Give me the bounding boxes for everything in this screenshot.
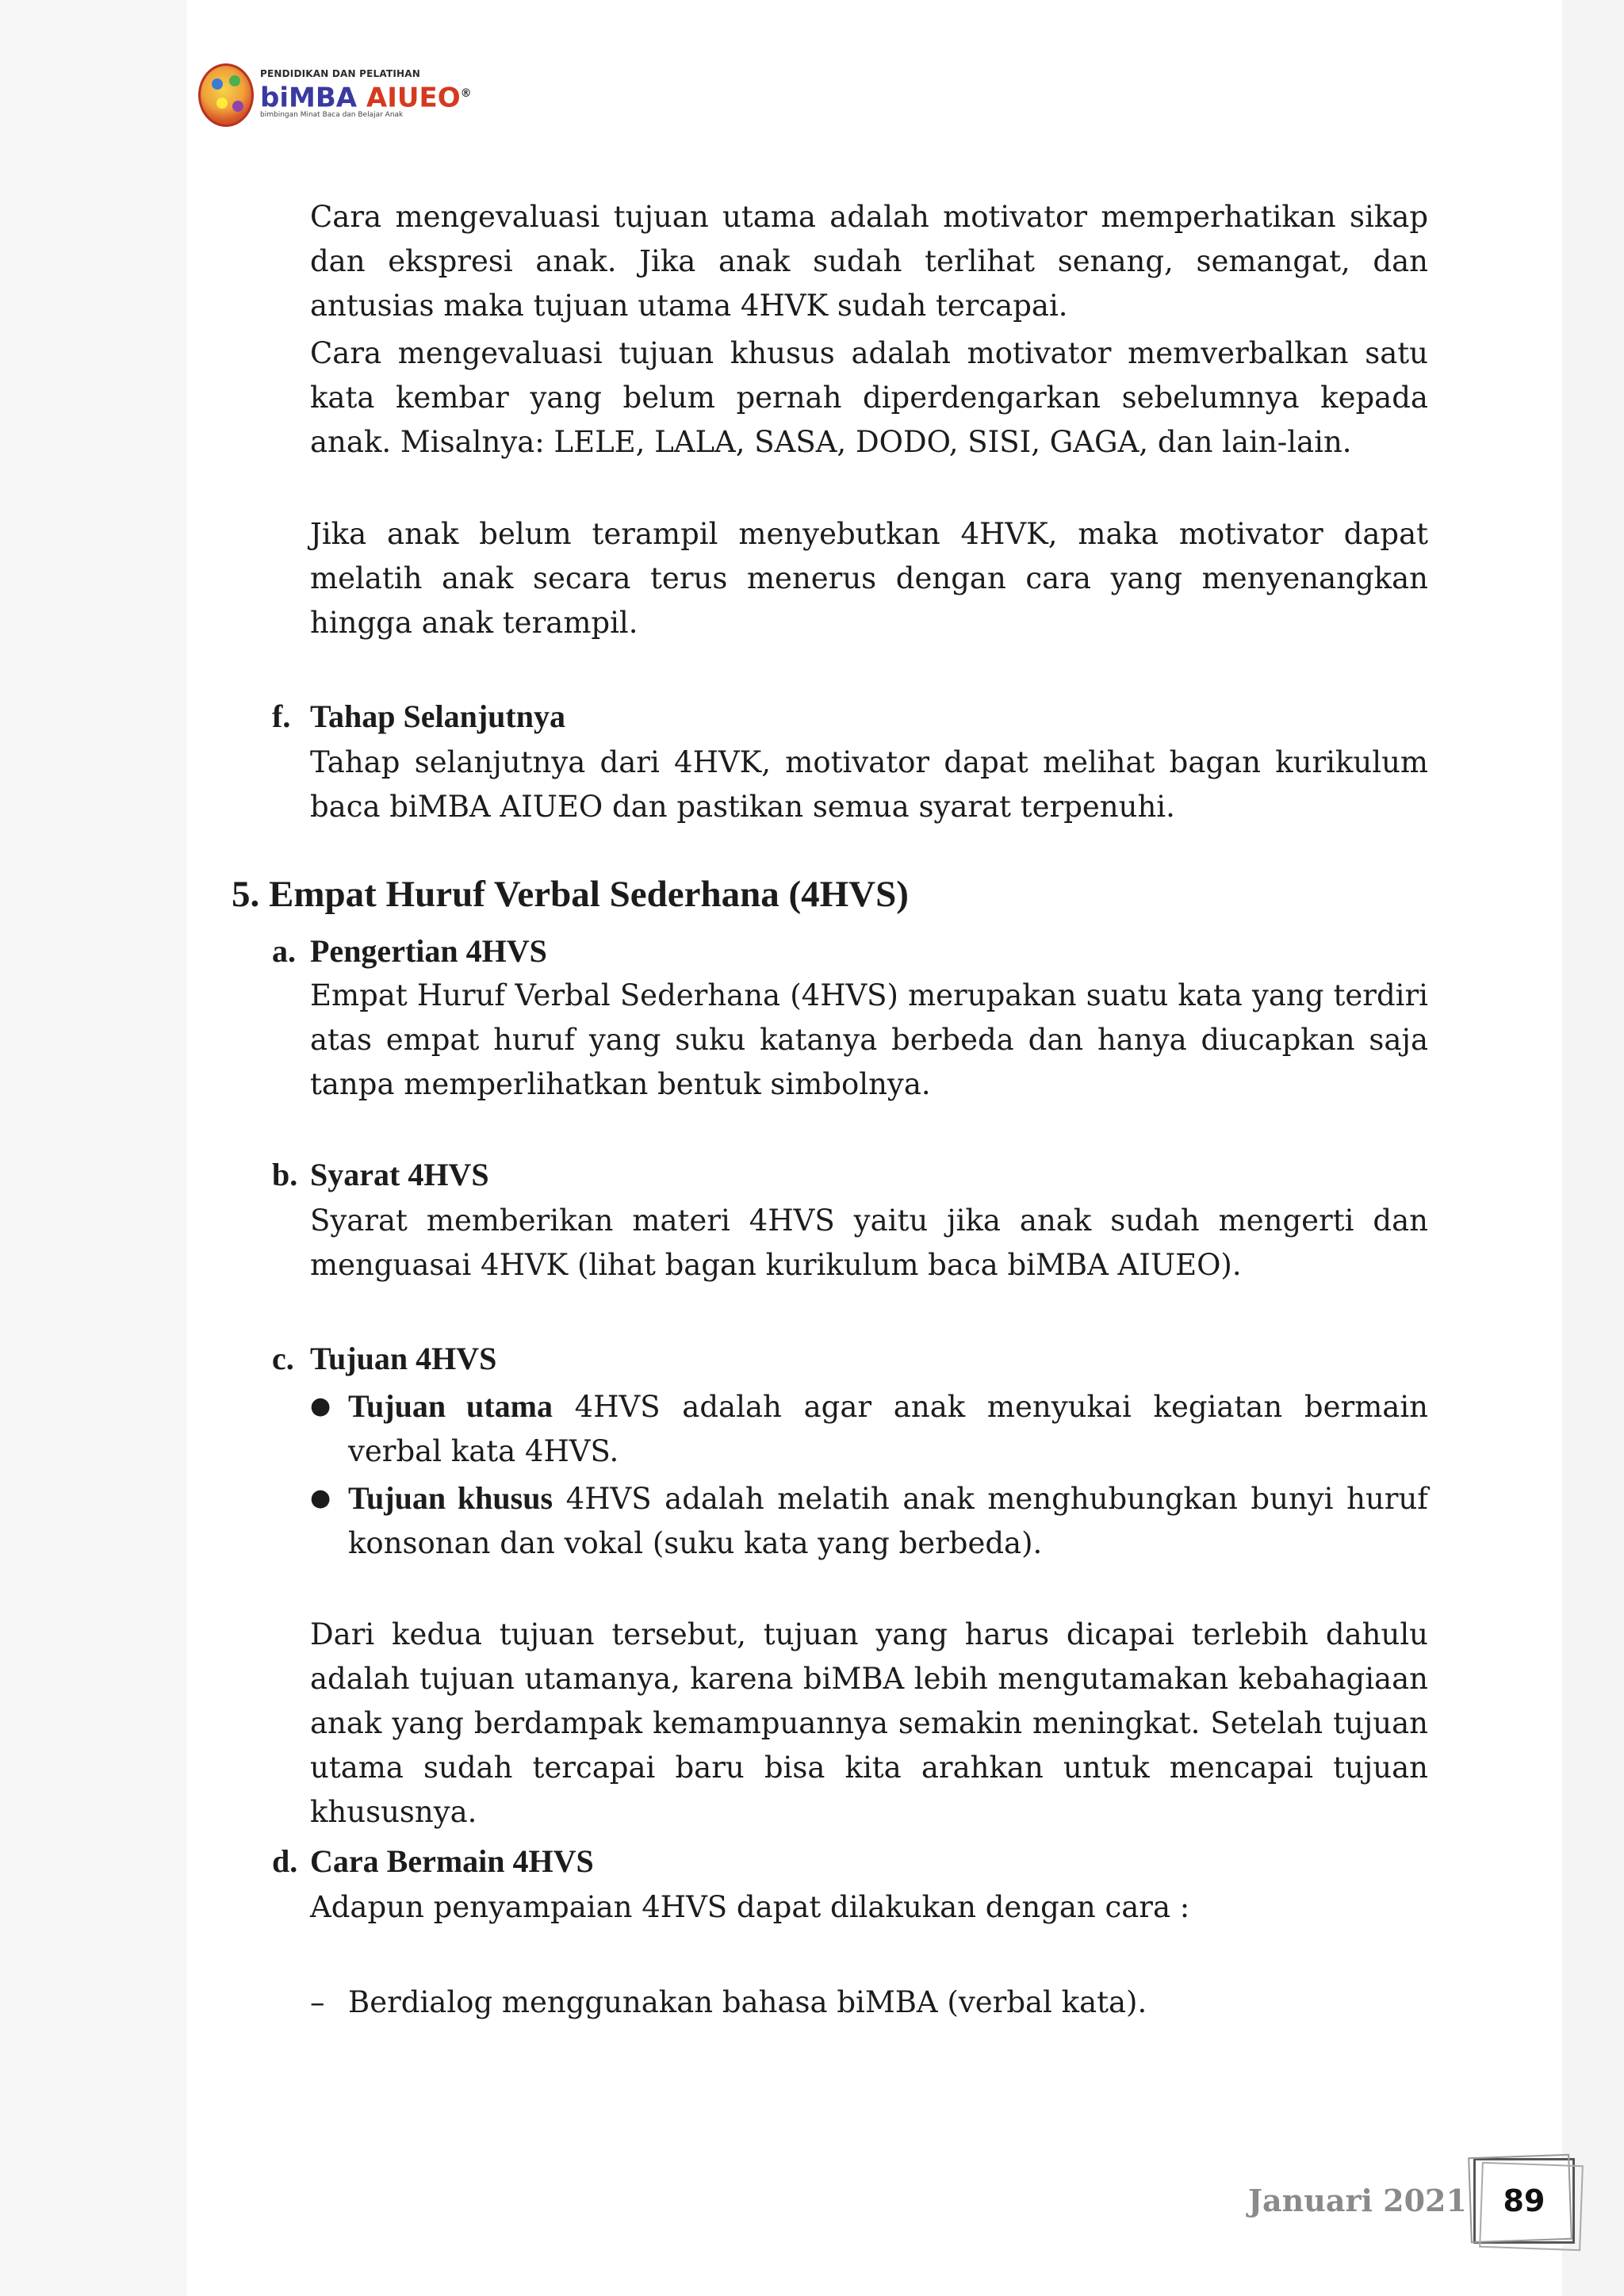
dash-icon: – <box>310 1985 325 2019</box>
right-margin-shade <box>1562 0 1624 2296</box>
page-number: 89 <box>1503 2183 1545 2218</box>
logo-top-line: PENDIDIKAN DAN PELATIHAN <box>260 68 420 79</box>
section-c-body: Dari kedua tujuan tersebut, tujuan yang harus dicapai terlebih dahulu adalah tujuan utamanya, karena biMBA lebih mengutamakan kebahagiaan anak yang berdampak kemampuannya semakin meningkat. Setelah tujuan utama sudah tercapai baru bisa kita arahkan untuk mencapai tujuan khususnya. <box>310 1617 1428 1829</box>
section-b-body: Syarat memberikan materi 4HVS yaitu jika anak sudah mengerti dan menguasai 4HVK (lihat bagan kurikulum baca biMBA AIUEO). <box>310 1203 1428 1282</box>
logo-name: biMBA AIUEO® <box>260 82 472 114</box>
logo-tagline: bimbingan Minat Baca dan Belajar Anak <box>260 111 404 119</box>
subheading-b: b. Syarat 4HVS <box>272 1157 489 1192</box>
intro-paragraph-3: Jika anak belum terampil menyebutkan 4HVK, maka motivator dapat melatih anak secara terus menerus dengan cara yang menyenangkan hingga anak terampil. <box>310 517 1428 640</box>
section-f-body: Tahap selanjutnya dari 4HVK, motivator dapat melihat bagan kurikulum baca biMBA AIUEO dan pastikan semua syarat terpenuhi. <box>310 745 1428 824</box>
bimba-logo <box>198 62 472 132</box>
subheading-d: d. Cara Bermain 4HVS <box>272 1843 594 1879</box>
subheading-a: a. Pengertian 4HVS <box>272 933 547 969</box>
intro-paragraph-1: Cara mengevaluasi tujuan utama adalah motivator memperhatikan sikap dan ekspresi anak. Jika anak sudah terlihat senang, semangat, dan antusias maka tujuan utama 4HVK sudah tercapai. <box>310 200 1428 323</box>
subheading-f: f. Tahap Selanjutnya <box>272 698 565 734</box>
section-a-body: Empat Huruf Verbal Sederhana (4HVS) merupakan suatu kata yang terdiri atas empat huruf yang suku katanya berbeda dan hanya diucapkan saja tanpa memperlihatkan bentuk simbolnya. <box>310 978 1428 1101</box>
bullet-icon: ● <box>310 1392 331 1420</box>
subheading-c: c. Tujuan 4HVS <box>272 1341 497 1376</box>
bullet-icon: ● <box>310 1484 331 1512</box>
dash-item: – Berdialog menggunakan bahasa biMBA (verbal kata). <box>310 1980 1428 2025</box>
left-margin-shade <box>0 0 187 2296</box>
intro-paragraph-2: Cara mengevaluasi tujuan khusus adalah motivator memverbalkan satu kata kembar yang belum pernah diperdengarkan sebelumnya kepada anak. Misalnya: LELE, LALA, SASA, DODO, SISI, GAGA, dan lain-lain. <box>310 336 1428 459</box>
logo-badge-icon <box>198 63 254 127</box>
page-number-box <box>1473 2158 1575 2244</box>
footer-date: Januari 2021 <box>1248 2183 1467 2218</box>
section-d-body: Adapun penyampaian 4HVS dapat dilakukan dengan cara : <box>310 1890 1190 1924</box>
bullet-tujuan-utama: ● Tujuan utama 4HVS adalah agar anak menyukai kegiatan bermain verbal kata 4HVS. <box>310 1384 1428 1474</box>
bullet-tujuan-khusus: ● Tujuan khusus 4HVS adalah melatih anak menghubungkan bunyi huruf konsonan dan vokal (suku kata yang berbeda). <box>310 1476 1428 1566</box>
section-5-heading: 5. Empat Huruf Verbal Sederhana (4HVS) <box>232 874 909 915</box>
